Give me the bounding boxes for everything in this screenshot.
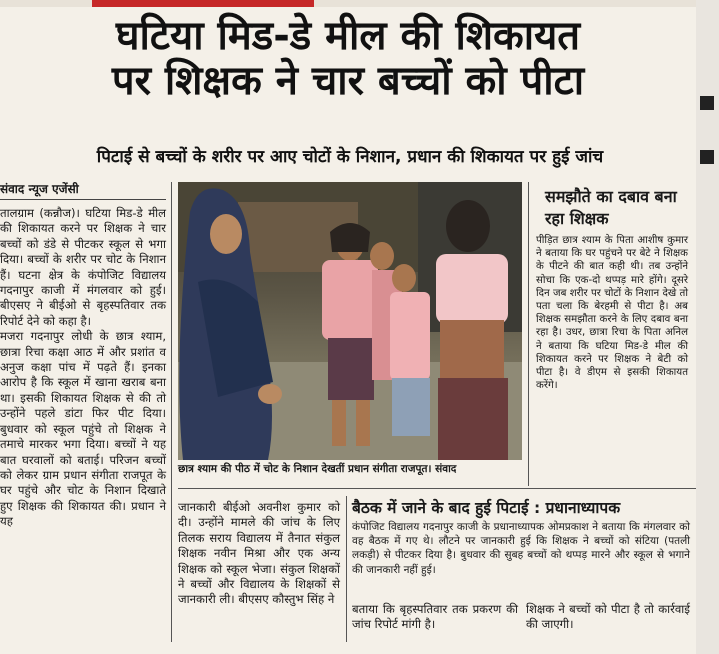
headline-line-2: पर शिक्षक ने चार बच्चों को पीटा bbox=[111, 57, 585, 104]
headline-line-1: घटिया मिड-डे मील की शिकायत bbox=[115, 13, 581, 59]
column-divider bbox=[346, 496, 347, 642]
subheadline: पिटाई से बच्चों के शरीर पर आए चोटों के निशान, प्रधान की शिकायत पर हुई जांच bbox=[96, 147, 604, 167]
column-divider bbox=[171, 182, 172, 642]
top-color-bar bbox=[0, 0, 719, 7]
adjacent-page-fragment bbox=[700, 150, 714, 164]
article-column-3-tail: बताया कि बृहस्पतिवार तक प्रकरण की जांच रिपोर्ट मांगी है। bbox=[352, 602, 518, 632]
paragraph: मजरा गदनापुर लोधी के छात्र श्याम, छात्रा रिचा कक्षा आठ में और प्रशांत व अनुज कक्षा पांच में पढ़ते हैं। इनका आरोप है कि स्कूल में खाना खराब बना था। इसकी शिकायत शिक्षक से की तो उन्होंने पहले डांटा फिर पीट दिया। बुधवार को स्कूल पहुंचे तो शिक्षक ने तमाचे मारकर भगा दिया। बच्चों ने यह बात घरवालों को बताई। परिजन बच्चों को लेकर ग्राम प्रधान संगीता राजपूत के घर पहुंचे और चोट के निशान दिखाते हुए शिक्षक की शिकायत की। प्रधान ने यह bbox=[0, 329, 166, 529]
news-agency-byline: संवाद न्यूज एजेंसी bbox=[0, 182, 79, 196]
article-column-4-tail: शिक्षक ने बच्चों को पीटा है तो कार्रवाई की जाएगी। bbox=[526, 602, 690, 632]
byline-rule bbox=[0, 199, 166, 200]
news-photo bbox=[178, 182, 522, 460]
section-rule bbox=[178, 488, 696, 489]
section-heading: बैठक में जाने के बाद हुई पिटाई : प्रधानाध्यापक bbox=[352, 499, 621, 517]
photo-caption: छात्र श्याम की पीठ में चोट के निशान देखतीं प्रधान संगीता राजपूत। संवाद bbox=[178, 463, 457, 475]
photo-illustration bbox=[178, 182, 522, 460]
section-body: कंपोजिट विद्यालय गदनापुर काजी के प्रधानाध्यापक ओमप्रकाश ने बताया कि मंगलवार को वह बैठक में गए थे। लौटने पर जानकारी हुई कि शिक्षक ने बच्चों को संटिया (पतली लकड़ी) से पीटकर दिया है। बुधवार की सुबह बच्चों को थप्पड़ मारने और स्कूल से भगाने की जानकारी नहीं हुई। bbox=[352, 521, 690, 576]
article-column-1 bbox=[0, 206, 166, 530]
article-column-2: जानकारी बीईओ अवनीश कुमार को दी। उन्होंने मामले की जांच के लिए तिलक सराय विद्यालय में तैनात संकुल शिक्षक नवीन मिश्रा और एक अन्य शिक्षक को स्कूल भेजा। संकुल शिक्षकों ने बच्चों और विद्यालय के शिक्षकों से जानकारी ली। बीएसए कौस्तुभ सिंह ने bbox=[178, 500, 340, 607]
column-divider bbox=[528, 182, 529, 486]
sidebar-body: पीड़ित छात्र श्याम के पिता आशीष कुमार ने बताया कि घर पहुंचने पर बेटे ने शिक्षक के पीटने की बात कही थी। तब उन्होंने सोचा कि एक-दो थप्पड़ मारे होंगे। दूसरे दिन जब शरीर पर चोटों के निशान देखे तो पता चला कि बेरहमी से पीटा है। अब शिक्षक समझौता करने के लिए दबाव बना रहा है। उधर, छात्रा रिचा के पिता अनिल ने बताया कि घटिया मिड-डे मील की शिकायत करने पर शिक्षक ने बेटी को पीटा है। वे डीएम से इसकी शिकायत करेंगे। bbox=[536, 235, 688, 392]
sidebar-heading: समझौते का दबाव बना रहा शिक्षक bbox=[545, 187, 677, 228]
headline bbox=[0, 14, 696, 104]
top-red-band bbox=[92, 0, 314, 7]
adjacent-page-fragment bbox=[700, 96, 714, 110]
paragraph: तालग्राम (कन्नौज)। घटिया मिड-डे मील की शिकायत करने पर शिक्षक ने चार बच्चों को डंडे से पीटकर स्कूल से भगा दिया। बच्चों के शरीर पर चोट के निशान हैं। घटना क्षेत्र के कंपोजिट विद्यालय गदनापुर काजी में मंगलवार को हुई। बीएसए ने बीईओ से बृहस्पतिवार तक रिपोर्ट देने को कहा है। bbox=[0, 206, 166, 328]
